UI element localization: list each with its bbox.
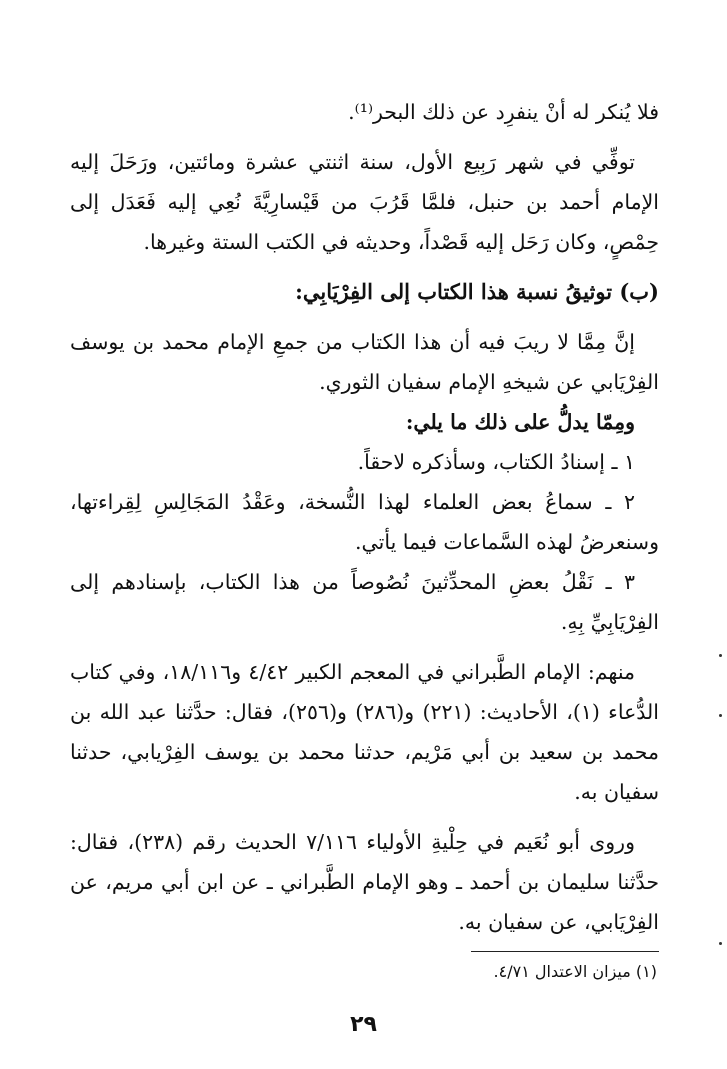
list-item-1: ١ ـ إسنادُ الكتاب، وسأذكره لاحقاً. [357, 450, 635, 474]
page-number: ٢٩ [350, 1012, 377, 1037]
footnote-separator [471, 951, 659, 952]
section-heading: (ب) توثيقُ نسبة هذا الكتاب إلى الفِرْيَابِي: [295, 279, 659, 304]
paragraph-4: ومِمّا يدلُّ على ذلك ما يلي: [405, 410, 635, 434]
list-item-2: ٢ ـ سماعُ بعض العلماء لهذا النُّسخة، وعَقْدُ المَجَالِسِ لِقِراءتها، وسنعرضُ لهذه السَّماعات فيما يأتي. [70, 490, 659, 554]
paragraph-2: توفِّي في شهر رَبِيع الأول، سنة اثنتي عشرة ومائتين، ورَحَلَ إليه الإمام أحمد بن حنبل، فلمَّا قَرُبَ من قَيْسارِيَّةَ نُعِي إليه فَعَدَل إلى حِمْصٍ، وكان رَحَل إليه قَصْداً، وحديثه في الكتب الستة وغيرها. [70, 150, 659, 254]
paragraph-6: وروى أبو نُعَيم في حِلْيةِ الأولياء ٧/١١٦ الحديث رقم (٢٣٨)، فقال: حدَّثنا سليمان بن أحمد ـ وهو الإمام الطَّبراني ـ عن ابن أبي مريم، عن الفِرْيَابي، عن سفيان به. [70, 830, 659, 934]
scan-edge-mark [719, 654, 722, 657]
paragraph-3: إنَّ مِمَّا لا ريبَ فيه أن هذا الكتاب من جمعِ الإمام محمد بن يوسف الفِرْيَابي عن شيخهِ الإمام سفيان الثوري. [70, 330, 659, 394]
footnote: (١) ميزان الاعتدال ٤/٧١. [493, 962, 657, 981]
scan-edge-mark [719, 942, 722, 945]
paragraph-5: منهم: الإمام الطَّبراني في المعجم الكبير ٤/٤٢ و١٨/١١٦، وفي كتاب الدُّعاء (١)، الأحاديث: (٢٢١) و(٢٨٦) و(٢٥٦)، فقال: حدَّثنا عبد الله بن محمد بن سعيد بن أبي مَرْيم، حدثنا محمد بن يوسف الفِرْيابي، حدثنا سفيان به. [70, 660, 660, 804]
list-item-3: ٣ ـ نَقْلُ بعضِ المحدِّثينَ نُصُوصاً من هذا الكتاب، بإسنادهم إلى الفِرْيَابِيِّ بِهِ. [70, 570, 659, 634]
scan-edge-mark [719, 714, 722, 717]
paragraph-1: فلا يُنكر له أنْ ينفرِد عن ذلك البحر⁽¹⁾. [348, 100, 659, 124]
page-body [70, 92, 659, 942]
